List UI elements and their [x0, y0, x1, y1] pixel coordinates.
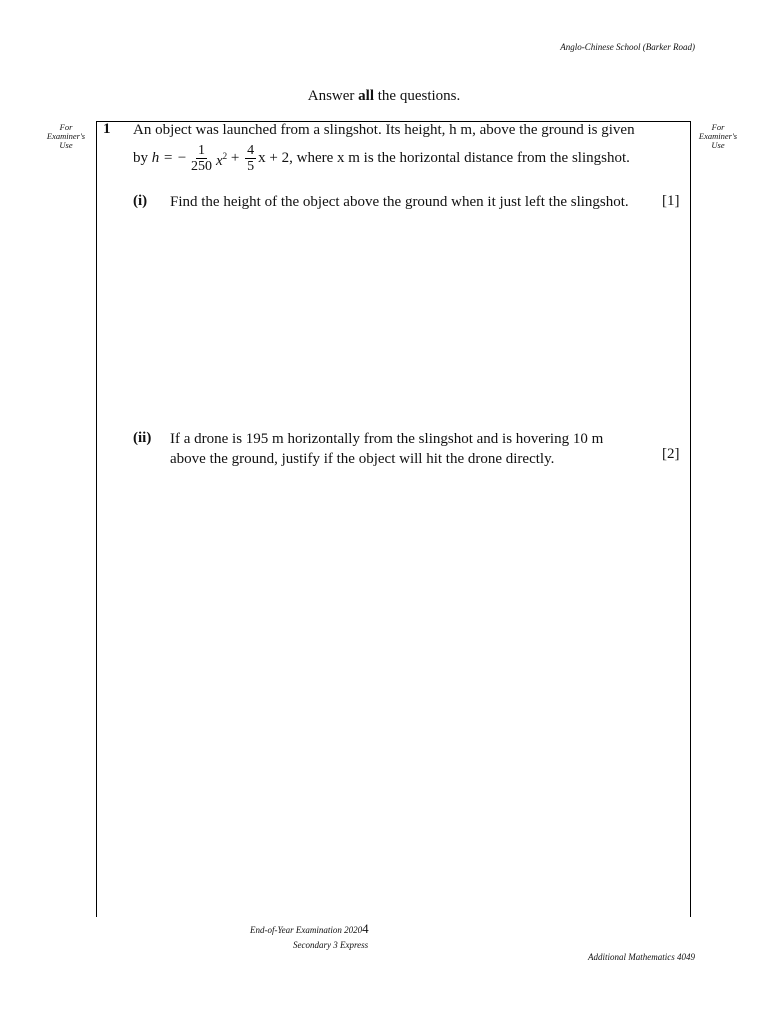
- fraction-denominator: 250: [191, 158, 212, 174]
- fraction-numerator: 1: [198, 142, 205, 158]
- school-header: Anglo-Chinese School (Barker Road): [560, 42, 695, 52]
- footer-level: Secondary 3 Express: [293, 940, 369, 950]
- part-i-label: (i): [133, 193, 148, 209]
- part-ii-label: (ii): [133, 430, 152, 446]
- examiner-use-left: [44, 123, 88, 150]
- footer-exam-text: End-of-Year Examination 2020: [250, 925, 363, 935]
- part-ii-text-line2: above the ground, justify if the object will hit the drone directly.: [170, 451, 555, 467]
- examiner-note-line3: Use: [711, 140, 725, 150]
- question-stem-line1: An object was launched from a slingshot. Its height, h m, above the ground is given: [133, 122, 635, 138]
- examiner-note-line1: For: [711, 122, 725, 132]
- instruction-post: the questions.: [374, 88, 461, 104]
- instruction-line: [0, 88, 768, 105]
- instruction-pre: Answer: [307, 88, 359, 104]
- footer-subject: Additional Mathematics 4049: [588, 952, 695, 962]
- fraction-numerator: 4: [247, 142, 255, 158]
- page-number: 4: [362, 921, 369, 936]
- stem-by: by: [133, 150, 148, 166]
- examiner-note-line2: Examiner's: [46, 131, 86, 141]
- examiner-note-line1: For: [59, 122, 73, 132]
- examiner-note-line2: Examiner's: [698, 131, 738, 141]
- question-stem-line2: [133, 140, 630, 176]
- fraction-1-250: [189, 143, 214, 174]
- examiner-note-line3: Use: [59, 140, 73, 150]
- answer-box: [96, 121, 691, 917]
- part-ii-marks: [2]: [662, 446, 680, 462]
- footer-exam: [250, 921, 369, 937]
- part-i-marks: [1]: [662, 193, 680, 209]
- equation-tail: x + 2: [258, 150, 290, 166]
- stem-line2-rest: , where x m is the horizontal distance from the slingshot.: [289, 150, 630, 166]
- question-number: 1: [103, 121, 111, 137]
- exponent: 2: [222, 150, 228, 161]
- equation-lhs: h = −: [151, 150, 187, 166]
- fraction-4-5: [245, 143, 256, 174]
- fraction-denominator: 5: [247, 158, 255, 174]
- variable-x: x: [216, 152, 223, 169]
- part-i-text: Find the height of the object above the ground when it just left the slingshot.: [170, 194, 629, 210]
- equation-x-squared: [216, 147, 227, 170]
- examiner-use-right: [696, 123, 740, 150]
- instruction-bold: all: [358, 88, 374, 104]
- equation-plus: +: [227, 150, 244, 166]
- part-ii-text-line1: If a drone is 195 m horizontally from the slingshot and is hovering 10 m: [170, 431, 604, 447]
